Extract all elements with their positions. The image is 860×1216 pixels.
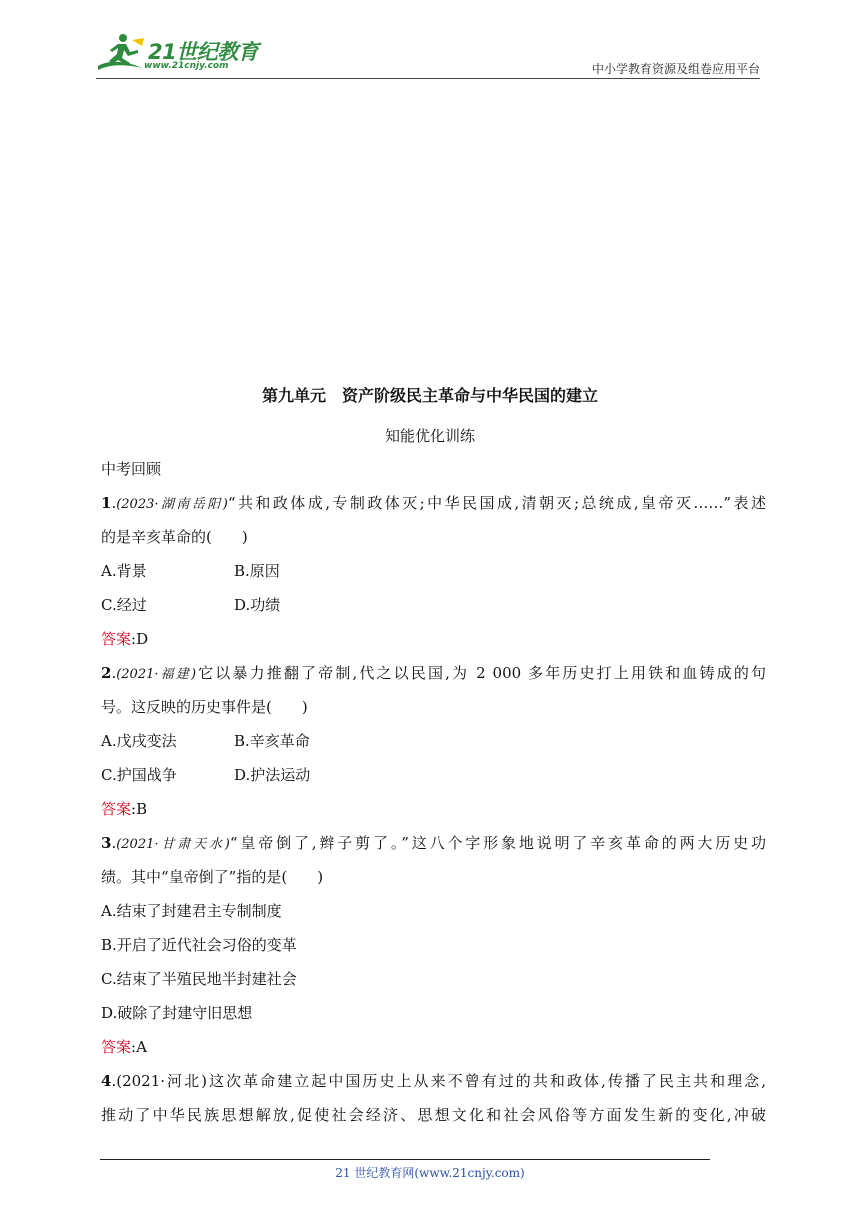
logo-url: www.21cnjy.com (144, 61, 229, 71)
header-divider (96, 78, 760, 79)
option-d[interactable]: D.破除了封建守旧思想 (101, 1004, 253, 1022)
question-dot: . (111, 834, 117, 852)
option-c[interactable]: C.护国战争 (101, 766, 177, 784)
options-row (101, 588, 766, 622)
section-heading: 中考回顾 (101, 460, 162, 478)
question-text: “皇帝倒了,辫子剪了。”这八个字形象地说明了辛亥革命的两大历史功 (229, 834, 766, 852)
platform-name: 中小学教育资源及组卷应用平台 (591, 62, 760, 76)
question-number: 3 (101, 834, 112, 852)
option-a[interactable]: A.戊戌变法 (101, 732, 177, 750)
option-b[interactable]: B.原因 (234, 562, 280, 580)
page-subtitle: 知能优化训练 (384, 427, 475, 445)
question-3-line-2: 绩。其中“皇帝倒了”指的是( ) (101, 868, 324, 886)
answer-label: 答案 (101, 630, 132, 648)
runner-logo-icon (96, 30, 148, 78)
page-header (96, 30, 760, 78)
question-2-line-1 (101, 656, 766, 690)
question-4-line-1 (101, 1064, 766, 1098)
questions-content (101, 452, 766, 1132)
option-d[interactable]: D.护法运动 (234, 766, 311, 784)
question-3-line-1 (101, 826, 766, 860)
footer-link[interactable]: 21 世纪教育网(www.21cnjy.com) (335, 1166, 525, 1180)
page-title: 第九单元 资产阶级民主革命与中华民国的建立 (261, 386, 598, 405)
footer-divider (100, 1159, 710, 1160)
question-source: (2021·甘肃天水) (116, 837, 230, 852)
question-1-line-2: 的是辛亥革命的( ) (101, 528, 248, 546)
question-number: 2 (101, 664, 112, 682)
option-c[interactable]: C.经过 (101, 596, 147, 614)
option-c[interactable]: C.结束了半殖民地半封建社会 (101, 970, 297, 988)
options-row (101, 758, 766, 792)
answer-label: 答案 (101, 1038, 132, 1056)
question-1-line-1 (101, 486, 766, 520)
question-dot: . (111, 494, 117, 512)
option-d[interactable]: D.功绩 (234, 596, 281, 614)
logo-text: 21世纪教育 (148, 40, 259, 64)
question-source: (2023·湖南岳阳) (116, 497, 228, 512)
answer-line (101, 792, 766, 826)
question-text: 它以暴力推翻了帝制,代之以民国,为 2 000 多年历史打上用铁和血铸成的句 (196, 664, 766, 682)
question-text: 这次革命建立起中国历史上从来不曾有过的共和政体,传播了民主共和理念, (207, 1072, 766, 1090)
question-dot: . (111, 664, 117, 682)
option-a[interactable]: A.背景 (101, 562, 147, 580)
question-4-line-2: 推动了中华民族思想解放,促使社会经济、思想文化和社会风俗等方面发生新的变化,冲破 (101, 1106, 766, 1124)
answer-line (101, 1030, 766, 1064)
answer-value: :A (131, 1038, 147, 1056)
question-2-line-2: 号。这反映的历史事件是( ) (101, 698, 308, 716)
question-dot: . (111, 1072, 117, 1090)
option-a[interactable]: A.结束了封建君主专制制度 (101, 902, 282, 920)
options-row (101, 724, 766, 758)
question-source: (2021·河北) (116, 1072, 207, 1090)
answer-value: :D (131, 630, 149, 648)
options-row (101, 554, 766, 588)
site-logo[interactable] (96, 30, 266, 78)
answer-line (101, 622, 766, 656)
question-source: (2021·福建) (116, 667, 197, 682)
answer-value: :B (131, 800, 148, 818)
question-number: 1 (101, 494, 112, 512)
question-number: 4 (101, 1072, 112, 1090)
option-b[interactable]: B.辛亥革命 (234, 732, 310, 750)
answer-label: 答案 (101, 800, 132, 818)
question-text: “共和政体成,专制政体灭;中华民国成,清朝灭;总统成,皇帝灭……”表述 (227, 494, 766, 512)
option-b[interactable]: B.开启了近代社会习俗的变革 (101, 936, 297, 954)
